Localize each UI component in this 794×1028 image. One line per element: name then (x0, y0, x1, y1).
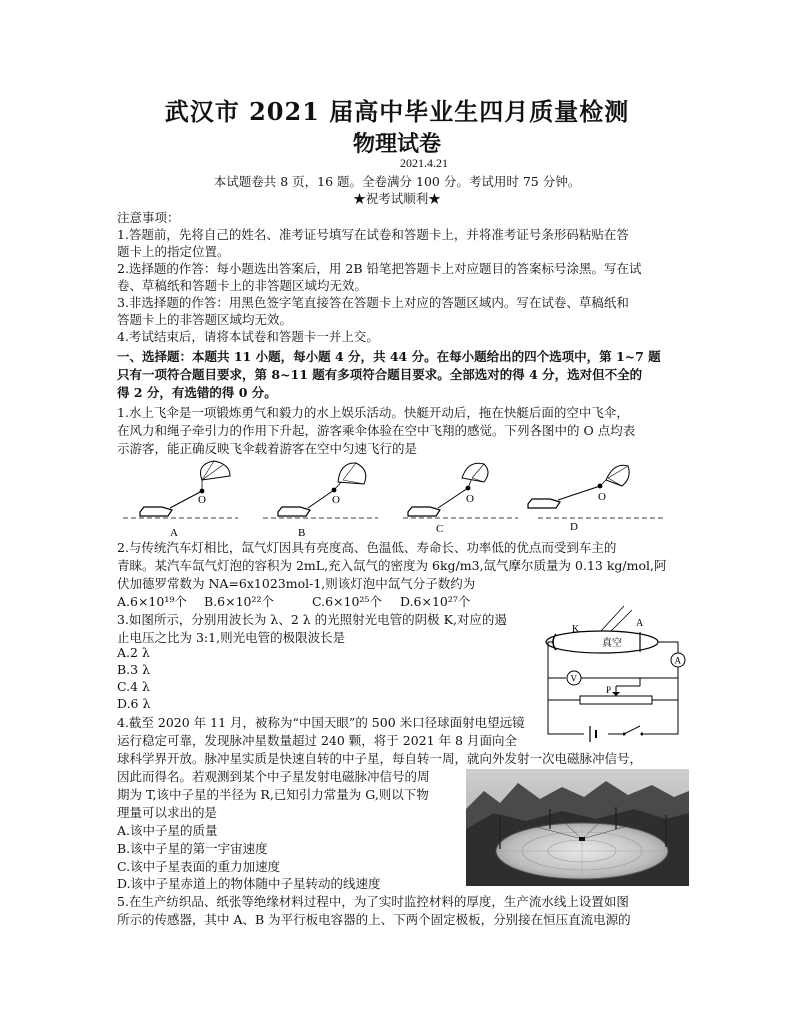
question-3-text: 止电压之比为 3:1,则光电管的极限波长是 (117, 630, 346, 645)
exam-subtitle: 物理试卷 (352, 131, 441, 157)
question-3-option-b[interactable]: B.3 λ (117, 662, 151, 677)
option-a-label: A (170, 527, 178, 539)
question-4-text: 因此而得名。若观测到某个中子星发射电磁脉冲信号的周 (117, 769, 430, 784)
question-2-option-a[interactable]: A.6×10¹⁹个 (117, 594, 187, 609)
option-d-label: D (570, 521, 578, 533)
question-4-option-a[interactable]: A.该中子星的质量 (117, 823, 218, 838)
exam-wish: ★祝考试顺利★ (353, 191, 441, 206)
anode-label: A (636, 618, 644, 629)
point-o-label: O (466, 493, 474, 505)
photoelectric-circuit-figure (540, 602, 690, 742)
ammeter-label: A (674, 655, 681, 666)
parasail-figure (118, 458, 678, 540)
fast-telescope-photo (466, 769, 689, 886)
question-3-option-d[interactable]: D.6 λ (117, 696, 151, 711)
section-heading: 一、选择题：本题共 11 小题，每小题 4 分，共 44 分。在每小题给出的四个选项中，第 1~7 题 (117, 349, 661, 364)
question-2-text: 伏加德罗常数为 NA=6x1023mol-1,则该灯泡中氙气分子数约为 (117, 576, 476, 591)
question-1-text: 在风力和绳子牵引力的作用下升起，游客乘伞体验在空中飞翔的感觉。下列各图中的 O 点均表 (117, 423, 636, 438)
question-4-text: 球科学界开放。脉冲星实质是快速自转的中子星，每自转一周，就向外发射一次电磁脉冲信号， (117, 751, 643, 766)
slider-label: P (606, 685, 612, 695)
notice-line: 答题卡上的非答题区域均无效。 (117, 312, 293, 327)
question-3-option-a[interactable]: A.2 λ (117, 645, 150, 660)
figure-a (140, 461, 230, 539)
notice-line: 3.非选择题的作答：用黑色签字笔直接答在答题卡上对应的答题区域内。写在试卷、草稿纸和 (117, 295, 629, 310)
option-c-label: C (436, 523, 444, 535)
vacuum-label: 真空 (602, 638, 622, 649)
notice-line: 1.答题前，先将自己的姓名、准考证号填写在试卷和答题卡上，并将准考证号条形码粘贴在答 (117, 227, 629, 242)
exam-date: 2021.4.21 (400, 156, 448, 170)
figure-b (278, 463, 366, 539)
question-1-text: 1.水上飞伞是一项锻炼勇气和毅力的水上娱乐活动。快艇开动后，拖在快艇后面的空中飞伞， (117, 405, 629, 420)
point-o-label: O (198, 494, 206, 506)
voltmeter-label: V (570, 673, 577, 684)
question-4-option-d[interactable]: D.该中子星赤道上的物体随中子星转动的线速度 (117, 876, 381, 891)
notice-line: 卷、草稿纸和答题卡上的非答题区域均无效。 (117, 278, 368, 293)
notice-line: 4.考试结束后，请将本试卷和答题卡一并上交。 (117, 329, 379, 344)
point-o-label: O (332, 494, 340, 506)
question-2-option-b[interactable]: B.6×10²²个 (204, 594, 275, 609)
notice-line: 题卡上的指定位置。 (117, 244, 230, 259)
question-3-option-c[interactable]: C.4 λ (117, 679, 150, 694)
notice-heading: 注意事项： (117, 210, 180, 225)
figure-d (528, 465, 629, 533)
notice-line: 2.选择题的作答：每小题选出答案后，用 2B 铅笔把答题卡上对应题目的答案标号涂黑。写在试 (117, 261, 642, 276)
question-4-text: 运行稳定可靠，发现脉冲星数量超过 240 颗，将于 2021 年 8 月面向全 (117, 733, 517, 748)
question-4-text: 期为 T,该中子星的半径为 R,已知引力常量为 G,则以下物 (117, 787, 429, 802)
option-b-label: B (298, 527, 306, 539)
question-5-text: 所示的传感器，其中 A、B 为平行板电容器的上、下两个固定极板，分别接在恒压直流电源的 (117, 912, 631, 927)
exam-info: 本试题卷共 8 页，16 题。全卷满分 100 分。考试用时 75 分钟。 (213, 174, 581, 189)
question-2-text: 青睐。某汽车氙气灯泡的容积为 2mL,充入氙气的密度为 6kg/m3,氙气摩尔质量为 0.13 kg/mol,阿 (117, 558, 667, 573)
question-4-option-c[interactable]: C.该中子星表面的重力加速度 (117, 859, 281, 874)
question-5-text: 5.在生产纺织品、纸张等绝缘材料过程中，为了实时监控材料的厚度，生产流水线上设置如图 (117, 894, 629, 909)
section-heading: 得 2 分，有选错的得 0 分。 (117, 385, 277, 400)
question-2-option-d[interactable]: D.6×10²⁷个 (400, 594, 471, 609)
question-3-text: 3.如图所示，分别用波长为 λ、2 λ 的光照射光电管的阴极 K,对应的遏 (117, 612, 507, 627)
section-heading: 只有一项符合题目要求，第 8~11 题有多项符合题目要求。全部选对的得 4 分，选对但不全的 (117, 367, 643, 382)
question-1-text: 示游客，能正确反映飞伞载着游客在空中匀速飞行的是 (117, 441, 418, 456)
question-4-text: 4.截至 2020 年 11 月，被称为“中国天眼”的 500 米口径球面射电望远镜 (117, 715, 525, 730)
point-o-label: O (598, 491, 606, 503)
question-4-option-b[interactable]: B.该中子星的第一宇宙速度 (117, 841, 268, 856)
question-2-text: 2.与传统汽车灯相比，氙气灯因具有亮度高、色温低、寿命长、功率低的优点而受到车主的 (117, 540, 617, 555)
exam-title: 武汉市 2021 届高中毕业生四月质量检测 (164, 97, 630, 126)
figure-c (408, 463, 488, 535)
question-2-option-c[interactable]: C.6×10²⁵个 (312, 594, 382, 609)
cathode-label: K (572, 624, 580, 635)
question-4-text: 理量可以求出的是 (117, 805, 218, 820)
